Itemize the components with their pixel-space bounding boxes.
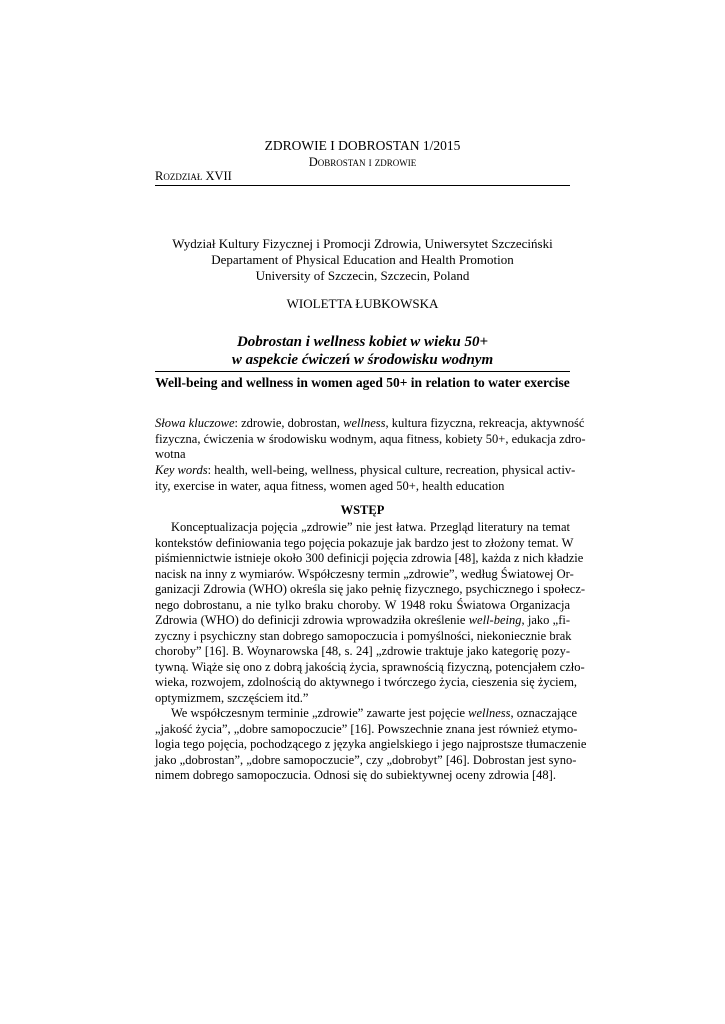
affiliation bbox=[155, 236, 570, 284]
keywords-english bbox=[155, 463, 576, 494]
paragraph-line: logia tego pojęcia, pochodzącego z języka angielskiego i jego najprostsze tłumaczenie bbox=[155, 737, 587, 751]
section-heading: WSTĘP bbox=[340, 503, 385, 517]
author-name: WIOLETTA ŁUBKOWSKA bbox=[286, 296, 439, 311]
keywords-label: Słowa kluczowe bbox=[155, 416, 235, 430]
title-line: Dobrostan i wellness kobiet w wieku 50+ bbox=[236, 334, 489, 350]
affiliation-line: Wydział Kultury Fizycznej i Promocji Zdrowia, Uniwersytet Szczeciński bbox=[172, 236, 553, 251]
keywords-line: ity, exercise in water, aqua fitness, women aged 50+, health education bbox=[155, 478, 505, 493]
paragraph-line: kontekstów definiowania tego pojęcia pokazuje jak bardzo jest to złożony temat. W bbox=[155, 535, 574, 550]
paragraph-1 bbox=[155, 520, 586, 706]
title-divider bbox=[155, 371, 570, 372]
paragraph-line: nimem dobrego samopoczucia. Odnosi się do subiektywnej oceny zdrowia [48]. bbox=[155, 768, 556, 782]
paragraph-line: ganizacji Zdrowia (WHO) określa się jako pełnię fizycznego, psychicznego i społecz- bbox=[155, 582, 586, 596]
paragraph-line: wieka, rozwojem, zdolnością do aktywnego i twórczego życia, cieszenia się życiem, bbox=[155, 675, 578, 689]
journal-title: ZDROWIE I DOBROSTAN 1/2015 bbox=[264, 138, 461, 153]
keywords-line: fizyczna, ćwiczenia w środowisku wodnym, aqua fitness, kobiety 50+, edukacja zdro- bbox=[155, 431, 586, 446]
keywords-polish bbox=[155, 416, 586, 463]
paragraph-line: nacisk na inny z wymiarów. Współczesny termin „zdrowie”, według Światowej Or- bbox=[155, 566, 574, 581]
paragraph-line: choroby” [16]. B. Woynarowska [48, s. 24] „zdrowie traktuje jako kategorię pozy- bbox=[155, 644, 570, 658]
paragraph-line: zyczny i psychiczny stan dobrego samopoczucia i pomyślności, niekoniecznie brak bbox=[155, 628, 572, 643]
article-title-english: Well-being and wellness in women aged 50+ in relation to water exercise bbox=[155, 375, 570, 390]
keywords-line: wotna bbox=[155, 447, 186, 461]
keywords-line: Key words: health, well-being, wellness, physical culture, recreation, physical activ- bbox=[155, 463, 576, 477]
affiliation-line: University of Szczecin, Szczecin, Poland bbox=[255, 268, 470, 283]
paragraph-line: tywną. Wiąże się ono z dobrą jakością życia, sprawnością fizyczną, potencjałem czło- bbox=[155, 659, 585, 674]
paragraph-line: optymizmem, szczęściem itd.” bbox=[155, 690, 309, 705]
paragraph-line: We współczesnym terminie „zdrowie” zawarte jest pojęcie wellness, oznaczające bbox=[171, 706, 578, 720]
keywords-label: Key words bbox=[155, 463, 208, 477]
paragraph-line: nego dobrostanu, a nie tylko braku choroby. W 1948 roku Światowa Organizacja bbox=[155, 597, 570, 612]
paragraph-2 bbox=[155, 706, 587, 784]
paragraph-line: piśmiennictwie istnieje około 300 definicji pojęcia zdrowia [48], każda z nich kładzie bbox=[155, 551, 584, 565]
affiliation-line: Departament of Physical Education and Health Promotion bbox=[211, 252, 514, 267]
paragraph-line: Zdrowia (WHO) do definicji zdrowia wprowadziła określenie well-being, jako „fi- bbox=[155, 613, 571, 627]
paragraph-line: jako „dobrostan”, „dobre samopoczucie”, czy „dobrobyt” [46]. Dobrostan jest syno- bbox=[155, 752, 577, 767]
paragraph-line: „jakość życia”, „dobre samopoczucie” [16]. Powszechnie znana jest również etymo- bbox=[155, 721, 578, 736]
paragraph-line: Konceptualizacja pojęcia „zdrowie” nie jest łatwa. Przegląd literatury na temat bbox=[171, 520, 570, 534]
section-subtitle: Dobrostan i zdrowie bbox=[308, 155, 417, 169]
chapter-label: Rozdział XVII bbox=[155, 169, 232, 183]
article-title-polish bbox=[155, 333, 570, 369]
keywords-line: Słowa kluczowe: zdrowie, dobrostan, wellness, kultura fizyczna, rekreacja, aktywność bbox=[155, 416, 585, 430]
header-divider bbox=[155, 185, 570, 186]
title-line: w aspekcie ćwiczeń w środowisku wodnym bbox=[231, 352, 494, 368]
